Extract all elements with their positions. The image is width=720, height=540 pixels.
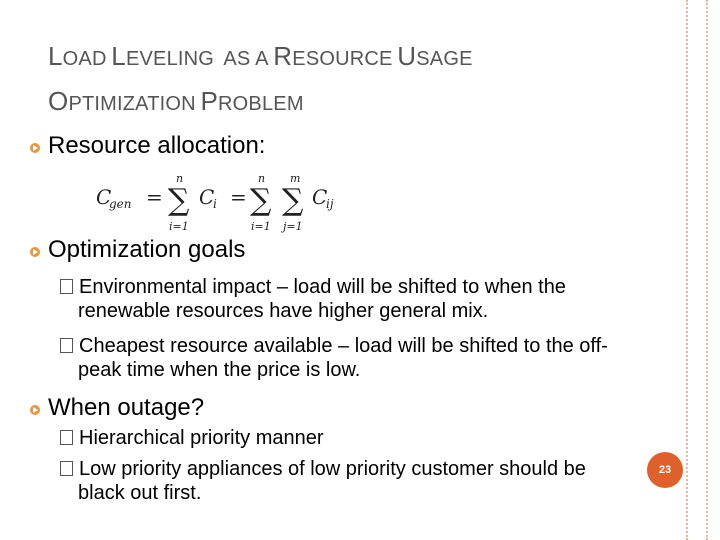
svg-text:ij: ij bbox=[326, 197, 334, 211]
svg-text:i=1: i=1 bbox=[251, 220, 271, 233]
sub-bullet-environmental: Environmental impact – load will be shifted to when the renewable resources have higher general mix. bbox=[60, 275, 566, 323]
svg-text:j=1: j=1 bbox=[283, 220, 303, 233]
svg-text:i=1: i=1 bbox=[169, 220, 189, 233]
bullet-optimization-goals bbox=[30, 236, 245, 264]
checkbox-bullet-icon bbox=[60, 430, 73, 445]
page-number-badge: 23 bbox=[647, 452, 683, 488]
bullet-arrow-icon bbox=[30, 143, 40, 153]
bullet-when-outage bbox=[30, 394, 204, 422]
svg-text:∑: ∑ bbox=[282, 183, 304, 218]
sub-bullet-hierarchical: Hierarchical priority manner bbox=[60, 426, 324, 450]
bullet-label: When outage? bbox=[48, 394, 205, 421]
bullet-label: Optimization goals bbox=[48, 236, 246, 263]
svg-text:C: C bbox=[312, 185, 328, 209]
svg-text:∑: ∑ bbox=[168, 183, 190, 218]
svg-text:n: n bbox=[176, 172, 184, 185]
bullet-arrow-icon bbox=[30, 247, 40, 257]
bullet-arrow-icon bbox=[30, 405, 40, 415]
sub-bullet-low-priority: Low priority appliances of low priority customer should be black out first. bbox=[60, 457, 586, 505]
checkbox-bullet-icon bbox=[60, 461, 73, 476]
svg-text:∑: ∑ bbox=[250, 183, 272, 218]
decorative-border-line bbox=[706, 0, 708, 540]
slide-title: LOAD LEVELING AS A RESOURCE USAGE OPTIMIZATION PROBLEM bbox=[48, 41, 473, 116]
checkbox-bullet-icon bbox=[60, 338, 73, 353]
svg-text:=: = bbox=[146, 185, 163, 209]
bullet-resource-allocation bbox=[30, 132, 265, 160]
svg-text:C: C bbox=[199, 185, 215, 209]
bullet-label: Resource allocation: bbox=[48, 132, 266, 159]
resource-allocation-formula bbox=[96, 170, 356, 240]
svg-text:m: m bbox=[290, 172, 301, 185]
decorative-border-line bbox=[686, 0, 688, 540]
svg-text:n: n bbox=[258, 172, 266, 185]
svg-text:C: C bbox=[96, 185, 112, 209]
sub-bullet-cheapest: Cheapest resource available – load will be shifted to the off- peak time when the price is low. bbox=[60, 334, 608, 382]
svg-text:=: = bbox=[230, 185, 247, 209]
svg-text:gen: gen bbox=[109, 197, 132, 211]
checkbox-bullet-icon bbox=[60, 279, 73, 294]
svg-text:i: i bbox=[213, 197, 217, 211]
